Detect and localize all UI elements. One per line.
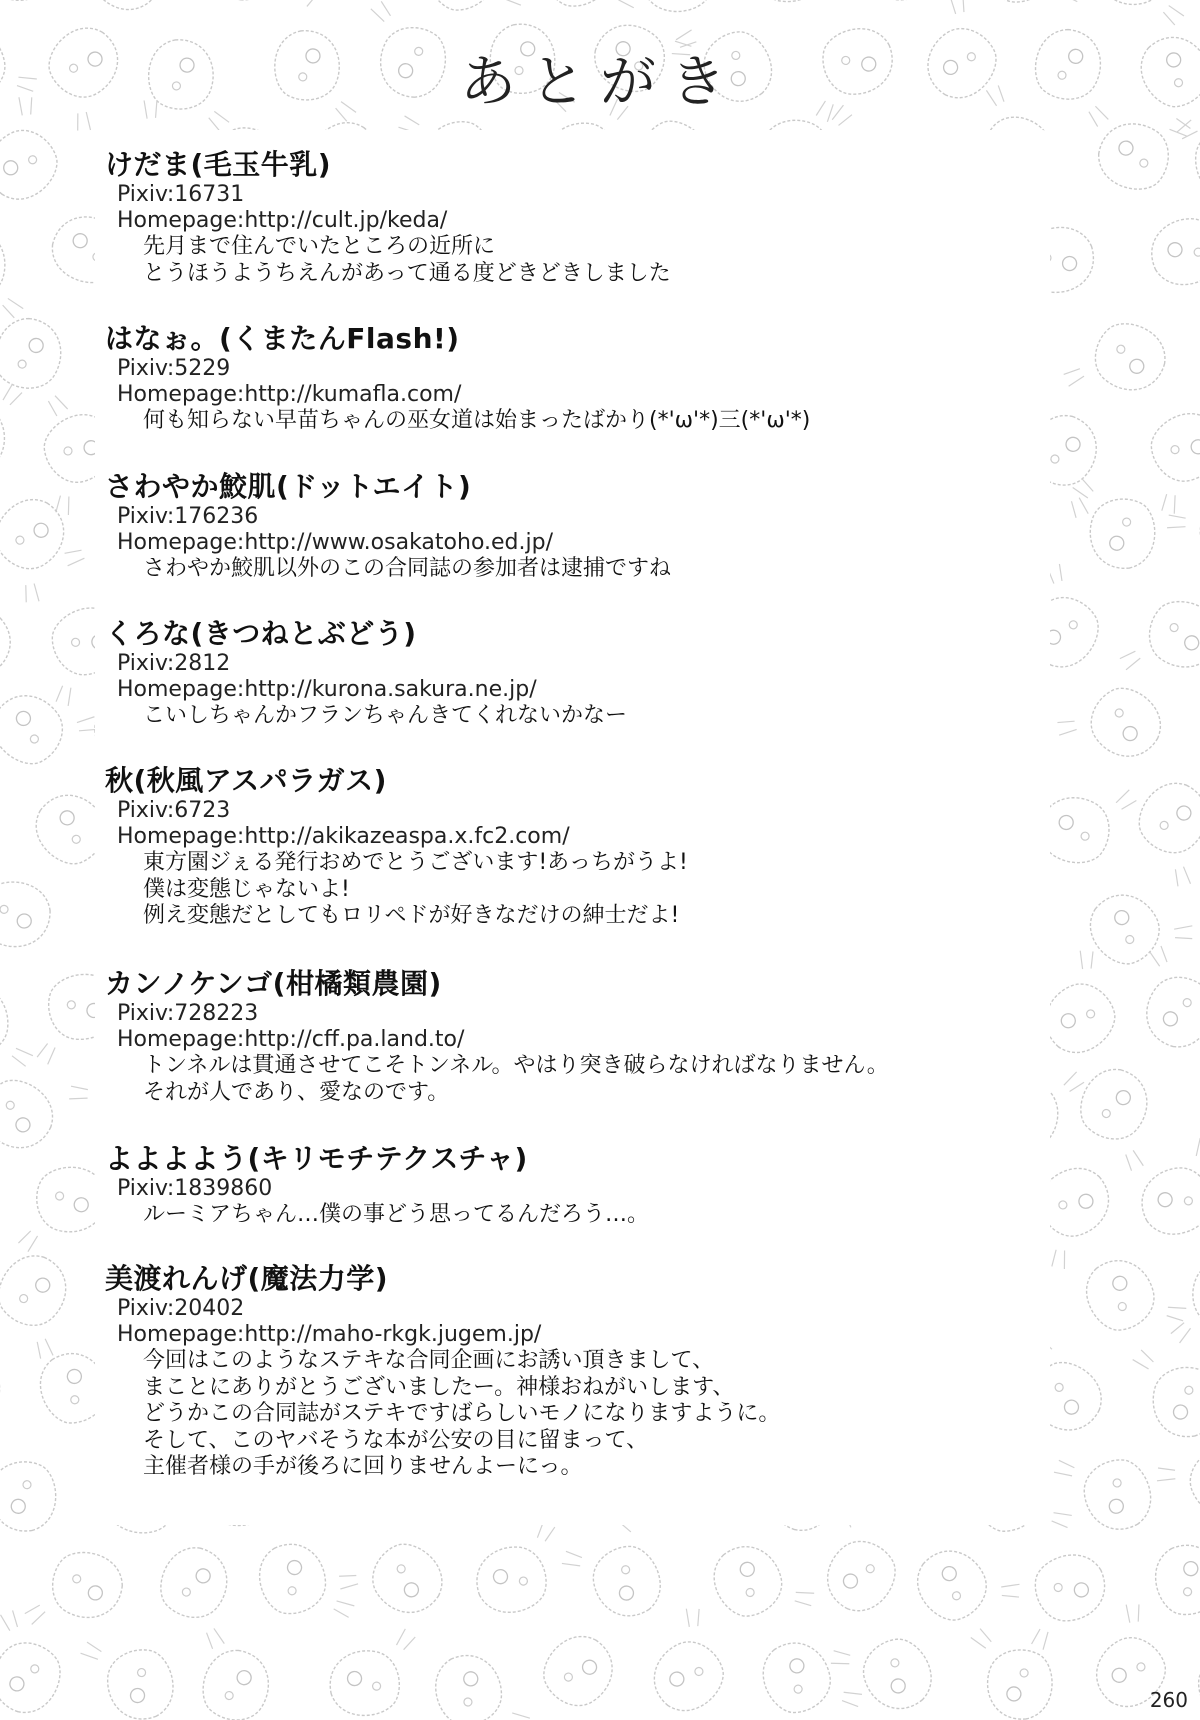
pattern-motif (0, 1245, 88, 1362)
pattern-motif (0, 487, 87, 608)
pattern-motif (828, 0, 941, 21)
comment-line: 今回はこのようなステキな合同企画にお誘い頂きまして、 (143, 1348, 715, 1373)
pattern-motif (1131, 1338, 1200, 1444)
comment-line: トンネルは貫通させてこそトンネル。やはり突き破らなければなりません。 (143, 1053, 889, 1078)
homepage-url: Homepage:http://kumafla.com/ (117, 382, 462, 407)
pattern-motif (0, 1319, 11, 1436)
pattern-motif (0, 1607, 76, 1720)
credit-entry (105, 470, 1045, 583)
homepage-url: Homepage:http://cult.jp/keda/ (117, 208, 448, 233)
pattern-motif (248, 1528, 358, 1646)
pattern-motif (1118, 772, 1200, 891)
author-name: さわやか鮫肌(ドットエイト) (105, 470, 472, 503)
pattern-motif (631, 1603, 751, 1720)
pattern-motif (1151, 1419, 1200, 1540)
page-number: 260 (1149, 1688, 1188, 1712)
homepage-url: Homepage:http://maho-rkgk.jugem.jp/ (117, 1322, 542, 1347)
comment-line: まことにありがとうございましたー。神様おねがいします、 (143, 1374, 735, 1400)
credit-entry (105, 967, 1045, 1106)
pattern-motif (0, 1433, 61, 1538)
pixiv-id: Pixiv:176236 (117, 504, 259, 529)
author-name: けだま(毛玉牛乳) (105, 148, 332, 181)
pattern-motif (1127, 943, 1200, 1054)
homepage-url: Homepage:http://akikazeaspa.x.fc2.com/ (117, 824, 570, 849)
pattern-motif (904, 1528, 1026, 1648)
comment-line: こいしちゃんかフランちゃんきてくれないかなー (143, 703, 628, 728)
pattern-motif (1191, 674, 1200, 791)
pattern-motif (743, 0, 855, 10)
comment-line: 何も知らない早苗ちゃんの巫女道は始まったばかり(*'ω'*)三(*'ω'*) (143, 408, 811, 433)
pattern-motif (1145, 1530, 1200, 1647)
credit-entry (105, 764, 1045, 930)
author-name: くろな(きつねとぶどう) (105, 617, 417, 650)
comment-line: 東方園ジぇる発行おめでとうございます!あっちがうよ! (143, 850, 688, 875)
pattern-motif (1077, 872, 1199, 991)
pixiv-id: Pixiv:2812 (117, 651, 231, 676)
author-name: よよよよう(キリモチテクスチャ) (105, 1142, 528, 1175)
homepage-url: Homepage:http://kurona.sakura.ne.jp/ (117, 677, 537, 702)
comment-line: 先月まで住んでいたところの近所に (143, 234, 496, 259)
author-name: 美渡れんげ(魔法力学) (105, 1262, 389, 1295)
pattern-motif (334, 1520, 455, 1636)
pattern-motif (321, 1627, 429, 1720)
pixiv-id: Pixiv:5229 (117, 356, 231, 381)
pattern-motif (634, 0, 741, 18)
pattern-motif (1098, 0, 1185, 32)
pattern-motif (1061, 310, 1173, 410)
pattern-motif (1052, 665, 1172, 780)
pattern-motif (0, 223, 24, 326)
pattern-motif (1073, 1240, 1191, 1361)
pattern-motif (0, 0, 55, 14)
pattern-motif (195, 1646, 286, 1720)
comment-line: とうほうようちえんがあって通る度どきどきしました (143, 260, 671, 286)
credit-entry (105, 322, 1045, 435)
pattern-motif (750, 1623, 867, 1720)
pattern-motif (0, 316, 77, 418)
pattern-motif (826, 1608, 945, 1720)
credit-entry (105, 1142, 1045, 1229)
pattern-motif (463, 1518, 578, 1623)
pattern-motif (424, 1640, 533, 1720)
pattern-motif (700, 1525, 819, 1647)
comment-line: それが人であり、愛なのです。 (143, 1079, 450, 1105)
credit-entry (105, 148, 1045, 287)
pattern-motif (519, 1624, 636, 1720)
pattern-motif (1072, 471, 1159, 573)
pixiv-id: Pixiv:6723 (117, 798, 231, 823)
pattern-motif (0, 597, 32, 717)
pattern-motif (1067, 1062, 1167, 1174)
pattern-motif (1094, 107, 1199, 198)
comment-line: そして、このヤバそうな本が公安の目に留まって、 (143, 1427, 649, 1453)
pattern-motif (0, 784, 4, 883)
pattern-motif (413, 0, 529, 42)
pattern-motif (1190, 279, 1200, 399)
pattern-motif (148, 1541, 247, 1652)
pattern-motif (531, 0, 642, 38)
credit-entry (105, 617, 1045, 730)
pattern-motif (1118, 592, 1200, 684)
pattern-motif (1037, 782, 1137, 867)
pattern-motif (1050, 1428, 1163, 1548)
pattern-motif (194, 0, 288, 5)
comment-line: ルーミアちゃん…僕の事どう思ってるんだろう…。 (143, 1202, 650, 1227)
pattern-motif (1166, 1260, 1200, 1344)
comment-line: 例え変態だとしてもロリペドが好きなだけの紳士だよ! (143, 903, 680, 928)
pattern-motif (1003, 1543, 1121, 1653)
pattern-motif (52, 0, 173, 33)
comment-line: 僕は変態じゃないよ! (143, 876, 350, 902)
pattern-motif (970, 1623, 1055, 1720)
author-name: はなぉ。(くまたんFlash!) (105, 322, 460, 355)
pattern-motif (1124, 1134, 1200, 1246)
pattern-motif (0, 672, 101, 787)
pattern-motif (0, 973, 35, 1085)
pattern-motif (0, 1142, 12, 1262)
author-name: カンノケンゴ(柑橘類農園) (105, 967, 442, 1000)
comment-line: 主催者様の手が後ろに回りませんよーにっ。 (143, 1454, 583, 1479)
pattern-motif (78, 1618, 184, 1720)
pixiv-id: Pixiv:16731 (117, 182, 245, 207)
pattern-motif (1135, 187, 1200, 297)
pattern-motif (0, 881, 51, 960)
pixiv-id: Pixiv:20402 (117, 1296, 245, 1321)
pattern-motif (1162, 468, 1200, 589)
pixiv-id: Pixiv:728223 (117, 1001, 259, 1026)
pattern-motif (298, 0, 393, 7)
comment-line: さわやか鮫肌以外のこの合同誌の参加者は逮捕ですね (143, 556, 672, 581)
page-title: あとがき (460, 50, 740, 115)
pattern-motif (0, 1060, 63, 1171)
homepage-url: Homepage:http://www.osakatoho.ed.jp/ (117, 530, 553, 555)
pattern-motif (0, 383, 34, 475)
pixiv-id: Pixiv:1839860 (117, 1176, 273, 1201)
pattern-motif (24, 1547, 126, 1634)
credit-entry (105, 1262, 1045, 1481)
homepage-url: Homepage:http://cff.pa.land.to/ (117, 1027, 465, 1052)
pattern-motif (558, 1515, 674, 1636)
author-name: 秋(秋風アスパラガス) (105, 764, 387, 797)
comment-line: どうかこの合同誌がステキですばらしいモノになりますように。 (143, 1401, 781, 1426)
